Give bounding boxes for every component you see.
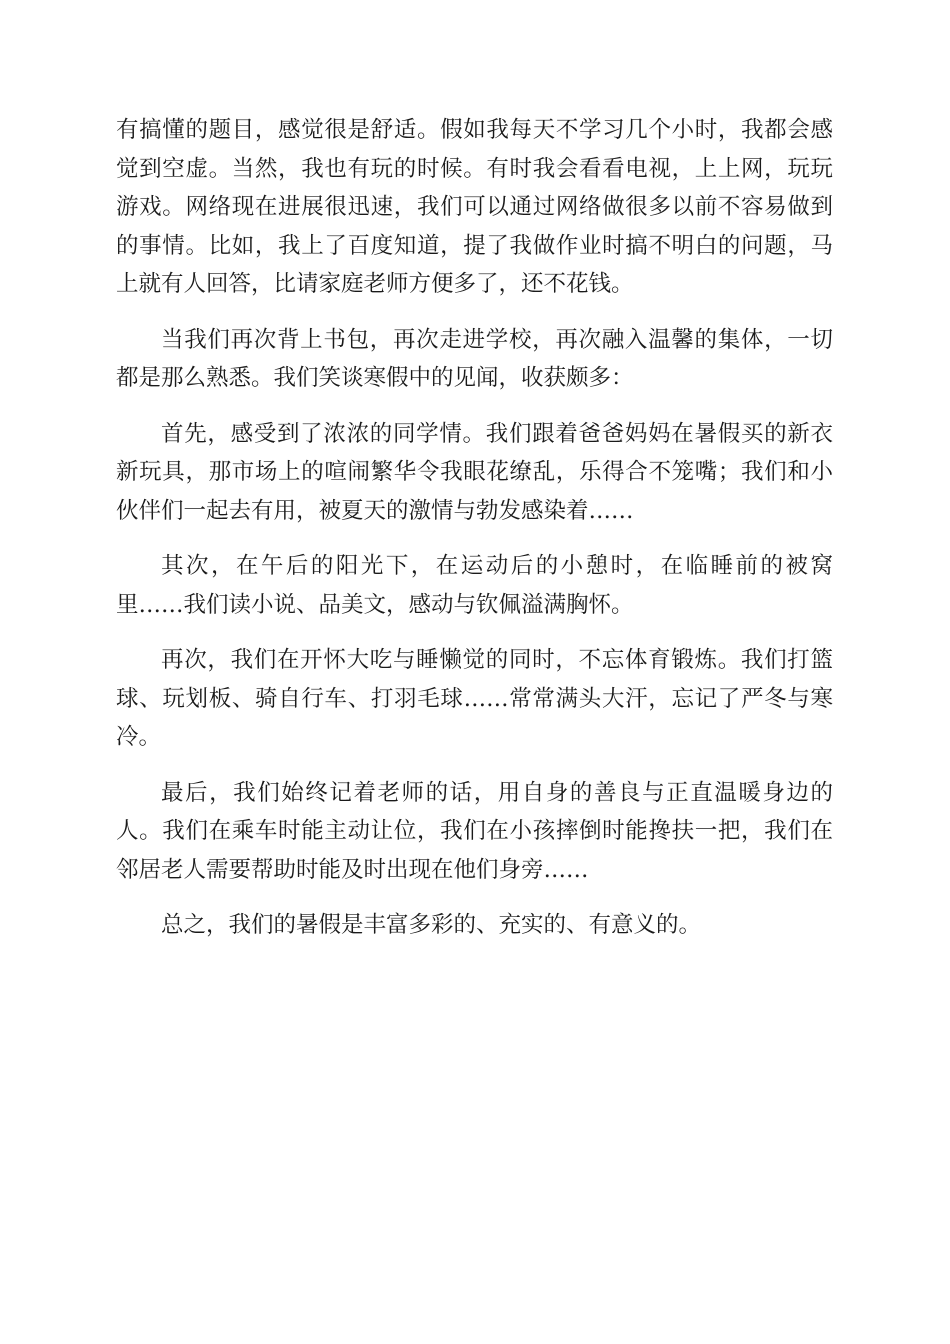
paragraph-return-to-school: 当我们再次背上书包，再次走进学校，再次融入温馨的集体，一切都是那么熟悉。我们笑谈寒假中的见闻，收获颇多： <box>116 326 833 391</box>
paragraph-first: 首先，感受到了浓浓的同学情。我们跟着爸爸妈妈在暑假买的新衣新玩具，那市场上的喧闹繁华令我眼花缭乱，乐得合不笼嘴；我们和小伙伴们一起去有用，被夏天的激情与勃发感染着…… <box>116 420 833 524</box>
document-body <box>116 111 833 962</box>
paragraph-finally: 最后，我们始终记着老师的话，用自身的善良与正直温暖身边的人。我们在乘车时能主动让位，我们在小孩摔倒时能搀扶一把，我们在邻居老人需要帮助时能及时出现在他们身旁…… <box>116 779 833 883</box>
paragraph-conclusion: 总之，我们的暑假是丰富多彩的、充实的、有意义的。 <box>161 912 702 938</box>
paragraph-second: 其次，在午后的阳光下，在运动后的小憩时，在临睡前的被窝里……我们读小说、品美文，感动与钦佩溢满胸怀。 <box>116 553 833 618</box>
paragraph-continuation: 有搞懂的题目，感觉很是舒适。假如我每天不学习几个小时，我都会感觉到空虚。当然，我也有玩的时候。有时我会看看电视，上上网，玩玩游戏。网络现在进展很迅速，我们可以通过网络做很多以前不容易做到的事情。比如，我上了百度知道，提了我做作业时搞不明白的问题，马上就有人回答，比请家庭老师方便多了，还不花钱。 <box>116 117 833 297</box>
paragraph-third: 再次，我们在开怀大吃与睡懒觉的同时，不忘体育锻炼。我们打篮球、玩划板、骑自行车、打羽毛球……常常满头大汗，忘记了严冬与寒冷。 <box>116 647 833 750</box>
